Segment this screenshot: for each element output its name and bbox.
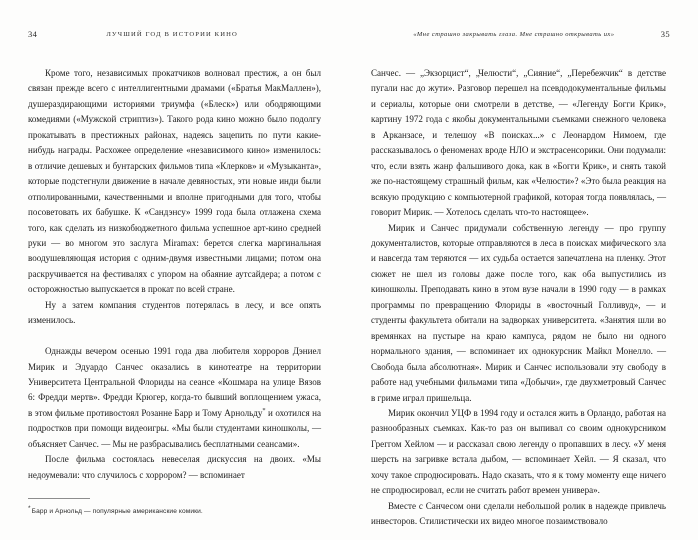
paragraph: Мирик окончил УЦФ в 1994 году и остался жить в Орландо, работая на разнообразных съемках. Как-то раз он выпивал со своим однокурсником Греггом Хейлом — и рассказал свою легенду о пропавших в лесу. «У меня шерсть на загривке встала дыбом, — вспоминает Хейл. — Я сказал, что хочу такое спродюсировать. Надо сказать, что я к тому моменту еще ничего не спродюсировал, если не считать работ времен универа».: [371, 407, 666, 496]
footnote-separator-rule: [28, 498, 90, 499]
right-page-number: 35: [660, 29, 670, 39]
footnote-reference-marker: *: [262, 406, 266, 414]
left-running-head-title: ЛУЧШИЙ ГОД В ИСТОРИИ КИНО: [106, 30, 238, 38]
paragraph: Санчес. — „Экзорцист“, „Челюсти“, „Сияние“, „Перебежчик“ в детстве пугали нас до жути». Разговор перешел на псевдодокументальные фильмы и сериалы, которые они смотрели в детстве, — «Легенду Богги Крик», картину 1972 года с якобы документальными съемками снежного человека в Арканзасе, и телешоу «В поисках...» с Леонардом Нимоем, где рассказывалось о феноменах вроде НЛО и экстрасенсорики. Они подумали: что, если взять жанр фальшивого дока, как в «Богги Крик», и снять такой же по-настоящему страшный фильм, как «Челюсти»? «Это была реакция на всякую продукцию с компьютерной графикой, которая тогда появлялась, — говорит Мирик. — Хотелось сделать что-то настоящее».: [371, 68, 666, 218]
footnote-marker: *: [28, 504, 31, 512]
paragraph: Кроме того, независимых прокатчиков волновал престиж, а он был связан прежде всего с интеллигентными драмами («Братья МакМаллен»), душераздирающими историями триумфа («Блеск») или ободряющими комедиями («Мужской стриптиз»). Такого рода кино можно было подолгу прокатывать в престижных районах, надеясь зацепить по пути какие-нибудь награды. Расхожее определение «независимого кино» изменилось: в отличие дешевых и бунтарских фильмов типа «Клерков» и «Музыканта», которые подстегнули движение в начале девяностых, эти новые инди были отполированными, качественными и вполне пригодными для того, чтобы посоветовать их бабушке. К «Сандэнсу» 1999 года была отлажена схема того, как сделать из низкобюджетного фильма успешное арт-кино средней руки — во многом это заслуга Miramax: берется слегка маргинальная воодушевляющая история с одним-двумя известными лицами; потом она раскручивается на фестивалях с упором на обаяние аутсайдера; а потом с осторожностью выпускается в прокат по всей стране.: [28, 68, 321, 295]
right-page: [349, 0, 698, 540]
paragraph: Мирик и Санчес придумали собственную легенду — про группу документалистов, которые отправляются в леса в поисках мифического зла и навсегда там теряются — их судьба остается запечатлена на пленку. Этот сюжет не шел из головы даже после того, как оба выпустились из киношколы. Преподавать кино в этом вузе начали в 1990 году — в рамках программы по превращению Флориды в «восточный Голливуд», — и студенты факультета обитали на задворках университета. «Занятия шли во времянках на пустыре на краю кампуса, рядом не было ни одного нормального здания, — вспоминает их однокурсник Майкл Монелло. — Свобода была абсолютная». Мирик и Санчес использовали эту свободу в работе над учебными фильмами типа «Добычи», где двухметровый Санчес в гриме играл пришельца.: [371, 222, 666, 403]
footnote-text: Барр и Арнольд — популярные американские комики.: [31, 508, 203, 515]
paragraph-part: и охотился на подростков при помощи видеоигры. «Мы были студентами киношколы, — объясняет Санчес. — Мы не разбрасывались бесплатными сеансами».: [28, 407, 321, 449]
left-page-number: 34: [28, 29, 38, 39]
right-running-head: [349, 27, 698, 41]
footnote: [28, 504, 321, 516]
paragraph-part: Однажды вечером осенью 1991 года два любителя хорроров Дэниел Мирик и Эдуардо Санчес оказались в кинотеатре на территории Университета Центральной Флориды на сеансе «Кошмара на улице Вязов 6: Фредди мертв». Фредди Крюгер, когда-то бывший воплощением ужаса, в этом фильме противостоял Розанне Барр и Тому Арнольду: [28, 346, 321, 418]
left-text-block: [28, 66, 321, 483]
left-running-head: [0, 27, 349, 41]
paragraph: После фильма состоялась невеселая дискуссия на двоих. «Мы недоумевали: что случилось с хоррором? — вспоминает: [28, 454, 321, 480]
paragraph: Вместе с Санчесом они сделали небольшой ролик в надежде привлечь инвесторов. Стилистически их видео многое позаимствовало: [371, 500, 666, 527]
right-text-block: [371, 66, 666, 530]
footnote-zone: [28, 498, 321, 516]
right-running-head-title: «Мне страшно закрывать глаза. Мне страшно открывать их»: [413, 30, 615, 38]
paragraph: [28, 344, 321, 452]
paragraph: Ну а затем компания студентов потерялась в лесу, и все опять изменилось.: [28, 299, 321, 326]
